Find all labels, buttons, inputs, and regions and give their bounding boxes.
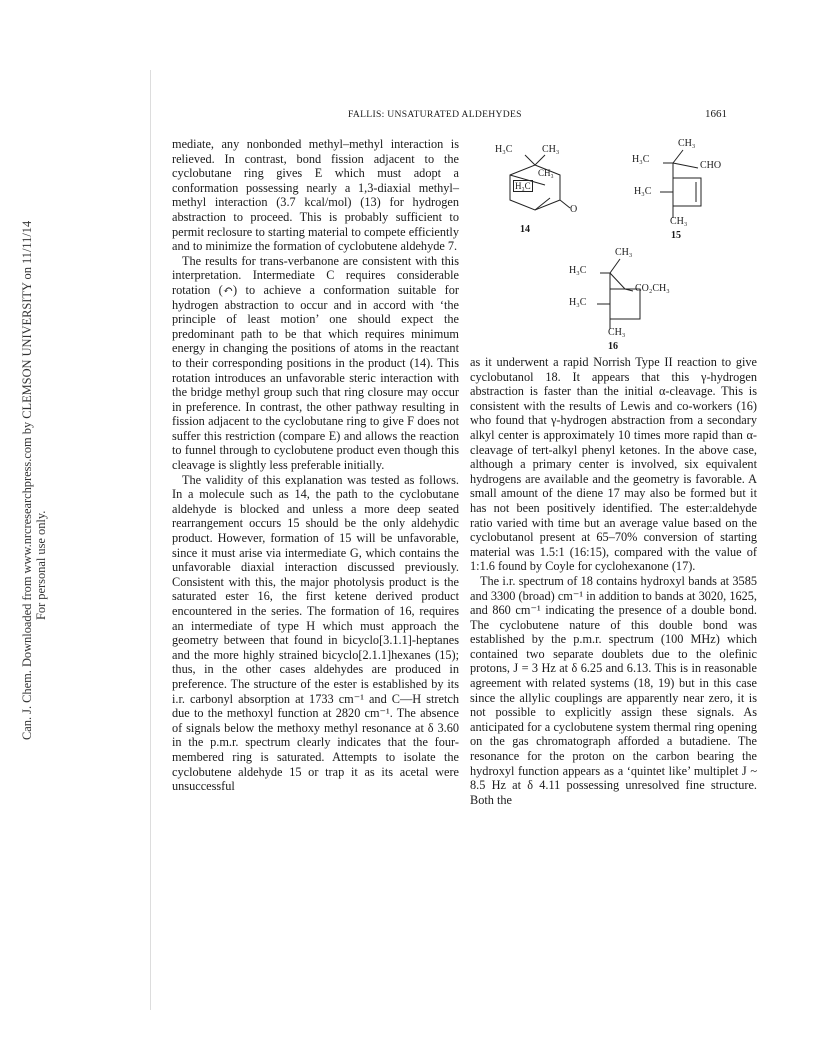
structure-14-group-5: O [570,204,578,215]
left-paragraph-3: The validity of this explanation was tested as follows. In a molecule such as 14, the path to the cyclobutane aldehyde is blocked and unless a more deep seated rearrangement occurs 15 should be the only aldehydic product. However, formation of 15 will be unfavorable, since it must arise via intermediate G, which contains the unfavorable diaxial interaction discussed previously. Consistent with this, the major photolysis product is the saturated ester 16, the first ketene derived product encountered in the series. The formation of 16, requires an intermediate of type H which must approach the geometry between that found in bicyclo[3.1.1]-heptanes and the more highly strained bicyclo[2.1.1]hexanes (15); thus, in the other cases aldehydes are produced in preference. The structure of the ester is established by its i.r. carbonyl absorption at 1733 cm⁻¹ and C—H stretch due to the methoxyl function at 2820 cm⁻¹. The absence of signals below the methoxy methyl resonance at δ 3.60 in the p.m.r. spectrum clearly indicates that the four-membered ring is saturated. Attempts to isolate the cyclobutene aldehyde 15 or trap it as its acetal were unsuccessful [172,472,459,794]
structure-16-label: 16 [608,341,618,352]
left-column [172,137,459,794]
download-notice-text [20,221,48,740]
left-paragraph-1: mediate, any nonbonded methyl–methyl interaction is relieved. In contrast, bond fission adjacent to the cyclobutane ring gives E which must adopt a conformation possessing nearly a 1,3-diaxial methyl–methyl interaction (3.7 kcal/mol) (13) for hydrogen abstraction to proceed. This is probably sufficient to permit reclosure to starting material to compete efficiently and to minimize the formation of cyclobutene aldehyde 7. [172,137,459,254]
structure-16-group-1: CH₃ [615,247,633,258]
page-number: 1661 [705,108,727,120]
structure-14-label: 14 [520,224,530,235]
structure-14-group-2: CH₃ [542,144,560,155]
structure-15-group-1: CH₃ [678,138,696,149]
right-column [470,355,757,807]
structure-15-group-2: H₃C [632,154,650,165]
structure-16-group-3: CO₂CH₃ [635,283,670,294]
structure-15-group-3: CHO [700,160,722,171]
margin-rule [150,70,151,1010]
running-title: FALLIS: UNSATURATED ALDEHYDES [348,109,522,120]
structure-14-group-1: H₃C [495,144,513,155]
structure-15-group-5: CH₃ [670,216,688,227]
structure-15 [618,138,748,241]
structure-15-label: 15 [671,230,681,241]
structure-15-group-4: H₃C [634,186,652,197]
download-notice-line2: For personal use only. [34,510,48,620]
download-notice-line1: Can. J. Chem. Downloaded from www.nrcresearchpress.com by CLEMSON UNIVERSITY on 11/11/14 [20,220,34,740]
page-header [0,109,815,125]
download-notice [0,220,48,740]
right-paragraph-1: as it underwent a rapid Norrish Type II reaction to give cyclobutanol 18. It appears that this γ-hydrogen abstraction is faster than the initial α-cleavage. This is consistent with the results of Lewis and co-workers (16) who found that γ-hydrogen abstraction from a secondary alkyl center is approximately 10 times more rapid than α-cleavage of tert-alkyl phenyl ketones. In the above case, although a primary center is involved, six equivalent hydrogens are available and the geometry is favorable. A small amount of the diene 17 may also be formed but it has not been positively identified. The ester:aldehyde ratio varied with time but an average value based on the cyclobutanol present at 65–70% conversion of starting material was 1.5:1 (16:15), compared with the value of 1:1.6 found by Coyle for cyclohexanone (17). [470,355,757,574]
left-paragraph-2: The results for trans-verbanone are consistent with this interpretation. Intermediate C requires considerable rotation (↶) to achieve a conformation suitable for hydrogen abstraction to occur and in accord with ‘the principle of least motion’ one should expect the predominant path to be that which requires minimum energy in changing the positions of atoms in the reactant to their corresponding positions in the product (14). This rotation introduces an unfavorable steric interaction with the bridge methyl group such that ring closure may occur in preference. In contrast, the other pathway resulting in fission adjacent to the cyclobutane ring to give F does not suffer this restriction (compare E) and allows the reaction to funnel through to cyclobutene product even though this cleavage is slightly less preferable initially. [172,253,459,473]
structure-16-group-5: CH₃ [608,327,626,338]
right-paragraph-2: The i.r. spectrum of 18 contains hydroxyl bands at 3585 and 3300 (broad) cm⁻¹ in addition to bands at 3020, 1625, and 860 cm⁻¹ indicating the presence of a double bond. The cyclobutene nature of this double bond was established by the p.m.r. spectrum (100 MHz) which contained two separate doublets due to the olefinic protons, J = 3 Hz at δ 6.25 and 6.13. This is in reasonable agreement with related systems (18, 19) but in this case since the allylic couplings are apparently near zero, it is not possible to explicitly assign these signals. As anticipated for a cyclobutene system thermal ring opening on the gas chromatograph afforded a butadiene. The resonance for the proton on the carbon bearing the hydroxyl function appears as a ‘quintet like’ multiplet J ~ 8.5 Hz at δ 4.11 possessing unresolved fine structure. Both the [470,573,757,807]
structure-14-group-3: CH₃ [538,168,554,178]
structure-16-drawing [555,243,715,348]
structure-16-group-2: H₃C [569,265,587,276]
structure-14 [490,140,600,235]
structure-16-group-4: H₃C [569,297,587,308]
structure-14-group-4: H₃C [515,181,531,191]
structure-16 [555,243,715,352]
